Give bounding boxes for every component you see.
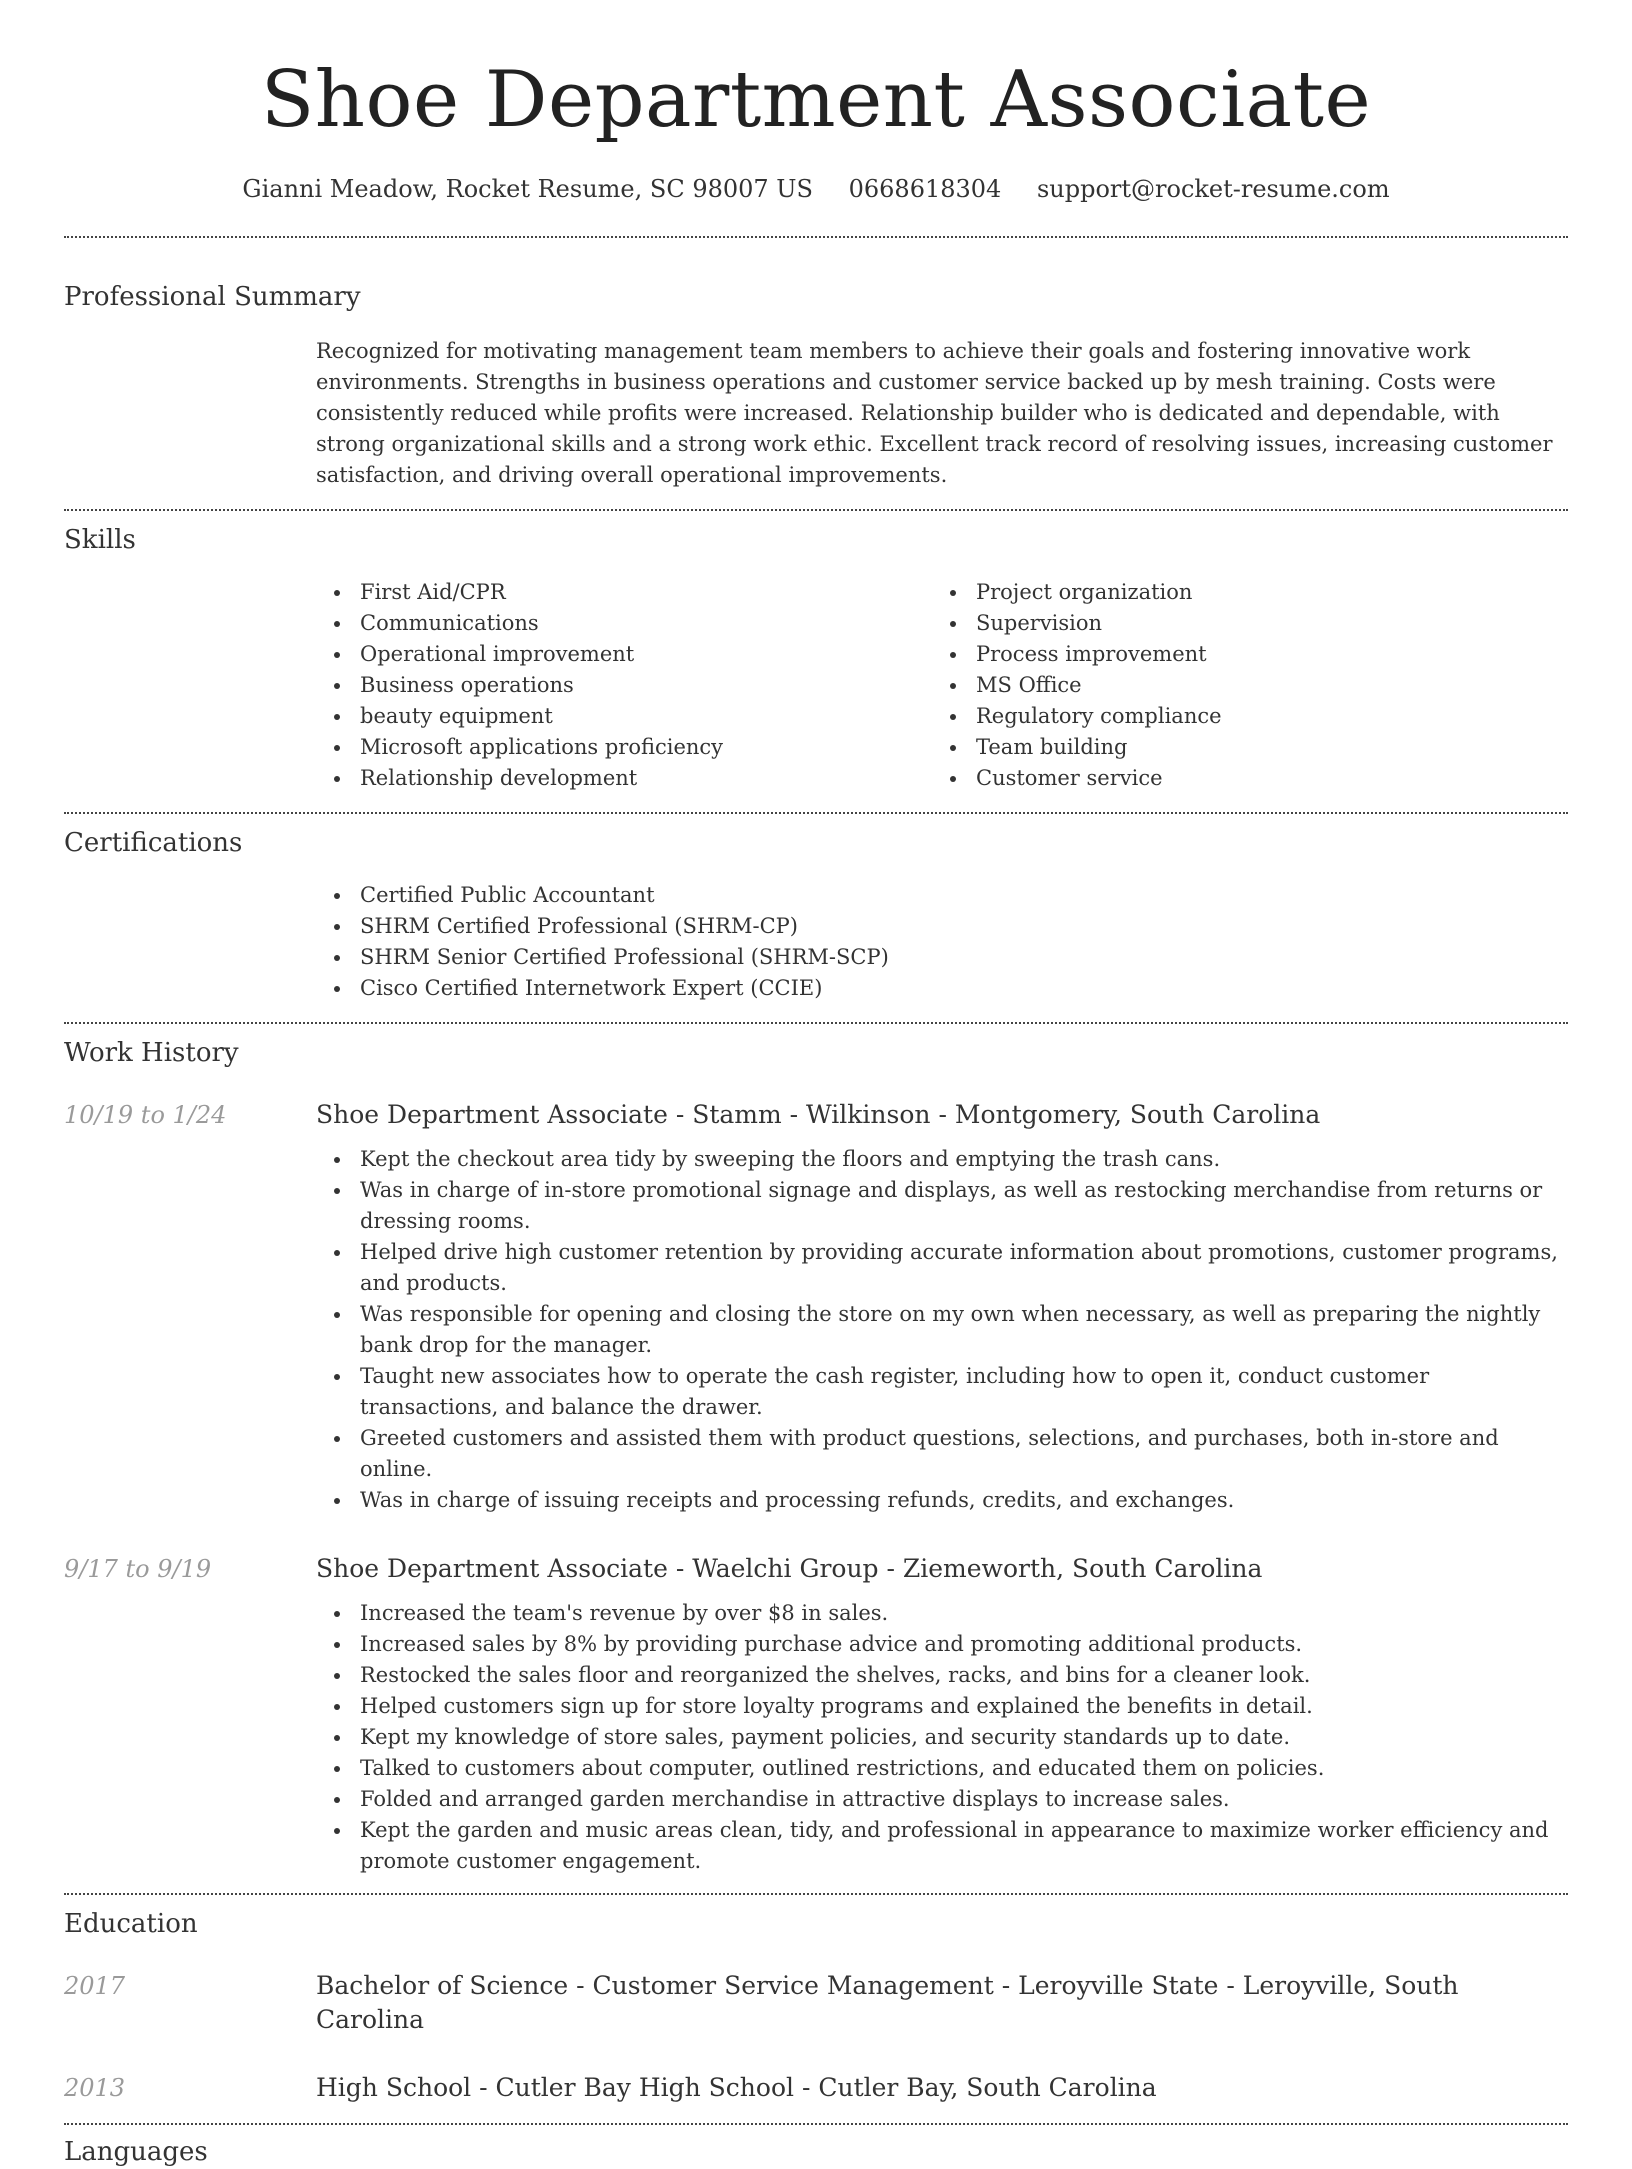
contact-email: support@rocket-resume.com [1036,175,1390,203]
job-bullet: Taught new associates how to operate the cash register, including how to open it, conduct customer transactions, and balance the drawer. [316,1361,1568,1423]
job-bullet: Kept my knowledge of store sales, payment policies, and security standards up to date. [316,1722,1568,1753]
languages-section [64,2125,1568,2169]
job-dates: 10/19 to 1/24 [64,1101,227,1129]
job-bullet: Greeted customers and assisted them with product questions, selections, and purchases, both in-store and online. [316,1423,1568,1485]
certifications-list [316,880,1568,1004]
skill-item: Project organization [932,577,1548,608]
summary-text: Recognized for motivating management team members to achieve their goals and fostering innovative work environments. Strengths in business operations and customer service backed up by mesh training. Costs were consistently reduced while profits were increased. Relationship builder who is dedicated and dependable, with strong organizational skills and a strong work ethic. Excellent track record of resolving issues, increasing customer satisfaction, and driving overall operational improvements. [316,339,1553,487]
skill-item: First Aid/CPR [316,577,932,608]
contact-phone: 0668618304 [848,175,1002,203]
skills-title: Skills [64,525,136,555]
work-history-title: Work History [64,1038,239,1068]
job-bullet: Helped drive high customer retention by providing accurate information about promotions, customer programs, and products. [316,1237,1568,1299]
certification-item: SHRM Certified Professional (SHRM-CP) [316,911,1568,942]
skill-item: Regulatory compliance [932,701,1548,732]
education-details: Bachelor of Science - Customer Service Management - Leroyville State - Leroyville, South Carolina [316,1971,1459,2034]
job-entry [64,1098,1568,1516]
job-bullet: Was in charge of in-store promotional signage and displays, as well as restocking merchandise from returns or dressing rooms. [316,1175,1568,1237]
certifications-section [64,814,1568,1022]
summary-title: Professional Summary [64,282,361,312]
skill-item: Communications [316,608,932,639]
skill-item: Process improvement [932,639,1548,670]
skills-list-left [316,577,932,794]
skill-item: Team building [932,732,1548,763]
skill-item: beauty equipment [316,701,932,732]
skills-section [64,511,1568,812]
job-entry [64,1552,1568,1877]
skill-item: Relationship development [316,763,932,794]
skill-item: Business operations [316,670,932,701]
education-title: Education [64,1909,198,1939]
job-bullet: Helped customers sign up for store loyalty programs and explained the benefits in detail. [316,1691,1568,1722]
job-bullet: Increased the team's revenue by over $8 in sales. [316,1598,1568,1629]
job-bullet: Folded and arranged garden merchandise in attractive displays to increase sales. [316,1784,1568,1815]
certification-item: SHRM Senior Certified Professional (SHRM-SCP) [316,942,1568,973]
skills-list-right [932,577,1548,794]
resume-name: Shoe Department Associate [260,55,1372,145]
skill-item: Supervision [932,608,1548,639]
job-bullets [316,1598,1568,1877]
education-year: 2017 [64,1972,126,2000]
job-bullet: Talked to customers about computer, outlined restrictions, and educated them on policies. [316,1753,1568,1784]
education-section [64,1895,1568,2123]
job-heading: Shoe Department Associate - Stamm - Wilkinson - Montgomery, South Carolina [316,1100,1321,1129]
education-entry [64,1969,1568,2037]
job-dates: 9/17 to 9/19 [64,1555,212,1583]
education-details: High School - Cutler Bay High School - Cutler Bay, South Carolina [316,2073,1157,2102]
contact-address: Gianni Meadow, Rocket Resume, SC 98007 US [242,175,813,203]
languages-title: Languages [64,2137,208,2167]
job-bullet: Increased sales by 8% by providing purchase advice and promoting additional products. [316,1629,1568,1660]
job-bullets [316,1144,1568,1516]
skill-item: Customer service [932,763,1548,794]
work-history-section [64,1024,1568,1893]
summary-section [64,238,1568,509]
skill-item: Operational improvement [316,639,932,670]
resume-header [64,0,1568,206]
skill-item: Microsoft applications proficiency [316,732,932,763]
skill-item: MS Office [932,670,1548,701]
certification-item: Cisco Certified Internetwork Expert (CCIE) [316,973,1568,1004]
certifications-title: Certifications [64,828,243,858]
job-bullet: Kept the garden and music areas clean, tidy, and professional in appearance to maximize worker efficiency and promote customer engagement. [316,1815,1568,1877]
education-entry [64,2071,1568,2105]
certification-item: Certified Public Accountant [316,880,1568,911]
contact-line [64,172,1568,206]
job-bullet: Was in charge of issuing receipts and processing refunds, credits, and exchanges. [316,1485,1568,1516]
job-heading: Shoe Department Associate - Waelchi Group - Ziemeworth, South Carolina [316,1554,1263,1583]
education-year: 2013 [64,2074,126,2102]
job-bullet: Kept the checkout area tidy by sweeping the floors and emptying the trash cans. [316,1144,1568,1175]
skills-grid [316,577,1568,794]
job-bullet: Was responsible for opening and closing the store on my own when necessary, as well as preparing the nightly bank drop for the manager. [316,1299,1568,1361]
job-bullet: Restocked the sales floor and reorganized the shelves, racks, and bins for a cleaner look. [316,1660,1568,1691]
